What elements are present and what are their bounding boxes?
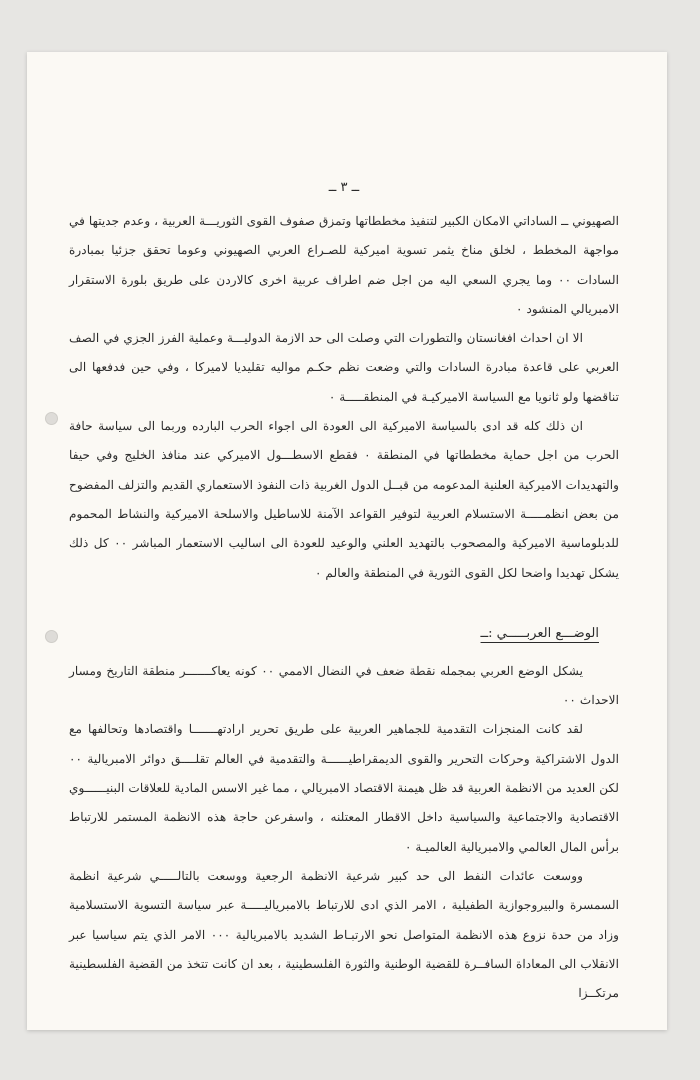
paragraph-5: لقد كانت المنجزات التقدمية للجماهير العربية على طريق تحرير ارادتهـــــــا واقتصادها وتحالفها مع الدول الاشتراكية وحركات التحرير والقوى الديمقراطيــــــة والتقدمية في العالم تقلــــق دوائر الامبريالية ٠٠ لكن العديد من الانظمة العربية قد ظل هيمنة الاقتصاد الامبريالي ، مما غير الاسس المادية للعلاقات البنيــــــوي الاقتصادية والاجتماعية والسياسية داخل الاقطار المعتلنه ، واسفرعن حاجة هذه الانظمة المستمر للارتباط برأس المال العالمي والامبريالية العالميـة ٠ <box>69 722 619 854</box>
punch-hole-top <box>45 412 58 425</box>
page-number: ــ ٣ ــ <box>328 180 360 195</box>
paragraph-4: يشكل الوضع العربي بمجمله نقطة ضعف في النضال الاممي ٠٠ كونه يعاكـــــــر منطقة التاريخ ومسار الاحداث ٠٠ <box>69 663 619 708</box>
document-body <box>69 180 619 1008</box>
paragraph-1: الصهيوني ــ الساداتي الامكان الكبير لتنفيذ مخططاتها وتمزق صفوف القوى الثوريـــة العربية ، وعدم جديتها في مواجهة المخطط ، لخلق مناخ يثمر تسوية اميركية للصـراع العربي الصهيوني وعوما تحقق جزئيا بمبادرة السادات ٠٠ وما يجري السعي اليه من اجل ضم اطراف عربية اخرى كالاردن على طريق بلورة الاستقرار الامبريالي المنشود ٠ <box>69 214 619 316</box>
paragraph-6: ووسعت عائدات النفط الى حد كبير شرعية الانظمة الرجعية ووسعت بالتالـــــي شرعية انظمة السمسرة والبيروجوازية الطفيلية ، الامر الذي ادى للارتباط بالامبرياليـــــة عبر سياسة التسوية الاستسلامية وزاد من حدة نزوع هذه الانظمة المتواصل نحو الارتبـاط الشديد بالامبريالية ٠٠٠ الامر الذي يتم سياسيا عبر الانقلاب الى المعاداة السافــرة للقضية الوطنية والثورة الفلسطينية ، بعد ان كانت تتخذ من القضية الفلسطينية مرتكــزا <box>69 868 619 1001</box>
paragraph-3: ان ذلك كله قد ادى بالسياسة الاميركية الى العودة الى اجواء الحرب البارده وربما الى سياسة حافة الحرب من اجل حماية مخططاتها في المنطقة ٠ فقطع الاسطـــول الاميركي عند منافذ الخليج وفي حيفا والتهديدات الاميركية العلنية المدعومه من قبــل الدول الغربية ذات النفوذ الاستعماري القديم والتزلف المفضوح من بعض انظمـــــة الاستسلام العربية لتوفير القواعد الآمنة للاساطيل والاسلحة الاميركية والنشاط المحموم للدبلوماسية الاميركية والمصحوب بالتهديد العلني والوعيد للعودة الى اساليب الاستعمار المباشر ٠٠ كل ذلك يشكل تهديدا واضحا لكل القوى الثورية في المنطقة والعالم ٠ <box>69 419 619 580</box>
section-heading: الوضـــع العربـــــي :ــ <box>480 625 599 641</box>
paper-sheet <box>27 52 667 1030</box>
punch-hole-bottom <box>45 630 58 643</box>
paragraph-2: الا ان احداث افغانستان والتطورات التي وصلت الى حد الازمة الدوليـــة وعملية الفرز الجزي في الصف العربي على قاعدة مبادرة السادات والتي وضعت نظم حكـم مواليه تقليديا لاميركا ، وفي حين فدفعها الى تناقضها ولو ثانويا مع السياسة الاميركيـة في المنطقـــــة ٠ <box>69 331 619 404</box>
